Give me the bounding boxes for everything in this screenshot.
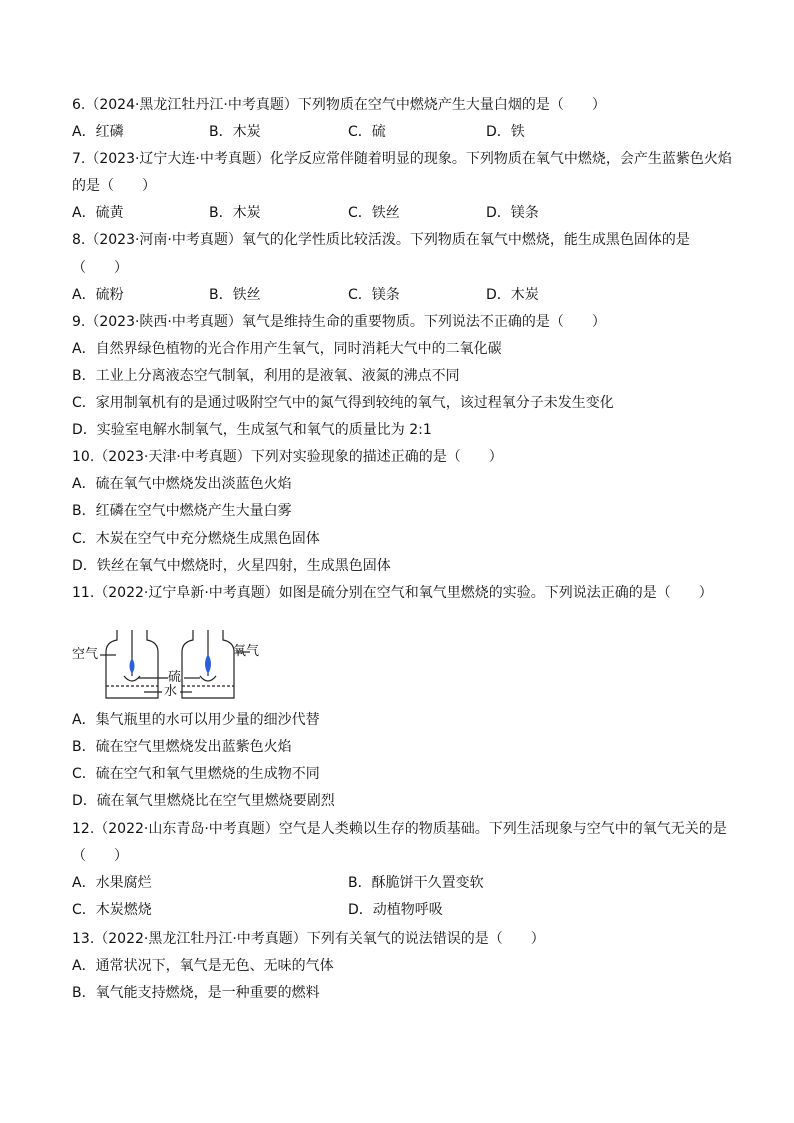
- option-a: A．红磷: [72, 124, 124, 140]
- question-8-stem: 8.（2023·河南·中考真题）氧气的化学性质比较活泼。下列物质在氧气中燃烧，能生成黑色固体的是: [72, 232, 690, 248]
- label-oxygen: 氧气: [233, 644, 260, 659]
- option-d: D．铁: [486, 124, 525, 140]
- question-10-option-d: D．铁丝在氧气中燃烧时，火星四射，生成黑色固体: [72, 558, 391, 574]
- option-b: B．木炭: [209, 205, 261, 221]
- option-c: C．铁丝: [348, 205, 400, 221]
- question-13-stem: 13.（2022·黑龙江牡丹江·中考真题）下列有关氧气的说法错误的是（ ）: [72, 931, 545, 947]
- label-sulfur: 硫: [168, 670, 182, 685]
- option-a: A．水果腐烂: [72, 875, 152, 891]
- question-7-options: [72, 204, 732, 222]
- option-b: B．酥脆饼干久置变软: [348, 875, 484, 891]
- question-10-option-c: C．木炭在空气中充分燃烧生成黑色固体: [72, 531, 320, 547]
- option-a: A．硫粉: [72, 287, 124, 303]
- question-12-stem-cont: （ ）: [72, 848, 128, 864]
- option-c: C．木炭燃烧: [72, 902, 152, 918]
- option-d: D．动植物呼吸: [348, 902, 443, 918]
- question-13-option-a: A．通常状况下，氧气是无色、无味的气体: [72, 958, 334, 974]
- question-11-option-a: A．集气瓶里的水可以用少量的细沙代替: [72, 712, 320, 728]
- question-13-option-b: B．氧气能支持燃烧，是一种重要的燃料: [72, 985, 320, 1001]
- question-10-option-a: A．硫在氧气中燃烧发出淡蓝色火焰: [72, 476, 292, 492]
- question-11-option-b: B．硫在空气里燃烧发出蓝紫色火焰: [72, 739, 292, 755]
- question-8-options: [72, 286, 732, 304]
- question-6-stem: 6.（2024·黑龙江牡丹江·中考真题）下列物质在空气中燃烧产生大量白烟的是（ ）: [72, 97, 606, 113]
- option-b: B．铁丝: [209, 287, 261, 303]
- option-c: C．镁条: [348, 287, 400, 303]
- question-12-stem: 12.（2022·山东青岛·中考真题）空气是人类赖以生存的物质基础。下列生活现象与空气中的氧气无关的是: [72, 821, 727, 837]
- question-8-stem-cont: （ ）: [72, 260, 128, 276]
- question-9-option-c: C．家用制氧机有的是通过吸附空气中的氮气得到较纯的氧气，该过程氧分子未发生变化: [72, 395, 614, 411]
- question-10-stem: 10.（2023·天津·中考真题）下列对实验现象的描述正确的是（ ）: [72, 449, 503, 465]
- flame-icon: [205, 654, 211, 674]
- question-12-options-row1: [72, 874, 732, 892]
- label-water: 水: [164, 684, 178, 699]
- question-12-options-row2: [72, 901, 732, 919]
- question-9-option-a: A．自然界绿色植物的光合作用产生氧气，同时消耗大气中的二氧化碳: [72, 341, 502, 357]
- question-11-stem: 11.（2022·辽宁阜新·中考真题）如图是硫分别在空气和氧气里燃烧的实验。下列说法正确的是（ ）: [72, 585, 713, 601]
- sulfur-combustion-figure: [72, 628, 272, 704]
- question-11-option-d: D．硫在氧气里燃烧比在空气里燃烧要剧烈: [72, 793, 335, 809]
- question-6-options: [72, 123, 732, 141]
- option-a: A．硫黄: [72, 205, 124, 221]
- question-9-option-d: D．实验室电解水制氧气，生成氢气和氧气的质量比为 2:1: [72, 422, 432, 438]
- label-air: 空气: [72, 647, 99, 662]
- question-9-stem: 9.（2023·陕西·中考真题）氧气是维持生命的重要物质。下列说法不正确的是（ ）: [72, 314, 606, 330]
- flame-icon: [130, 658, 135, 674]
- option-d: D．木炭: [486, 287, 539, 303]
- question-7-stem: 7.（2023·辽宁大连·中考真题）化学反应常伴随着明显的现象。下列物质在氧气中燃烧，会产生蓝紫色火焰: [72, 151, 732, 167]
- option-b: B．木炭: [209, 124, 261, 140]
- question-10-option-b: B．红磷在空气中燃烧产生大量白雾: [72, 503, 292, 519]
- question-7-stem-cont: 的是（ ）: [72, 178, 156, 194]
- option-d: D．镁条: [486, 205, 539, 221]
- option-c: C．硫: [348, 124, 386, 140]
- question-11-option-c: C．硫在空气和氧气里燃烧的生成物不同: [72, 766, 320, 782]
- question-9-option-b: B．工业上分离液态空气制氧，利用的是液氧、液氮的沸点不同: [72, 368, 460, 384]
